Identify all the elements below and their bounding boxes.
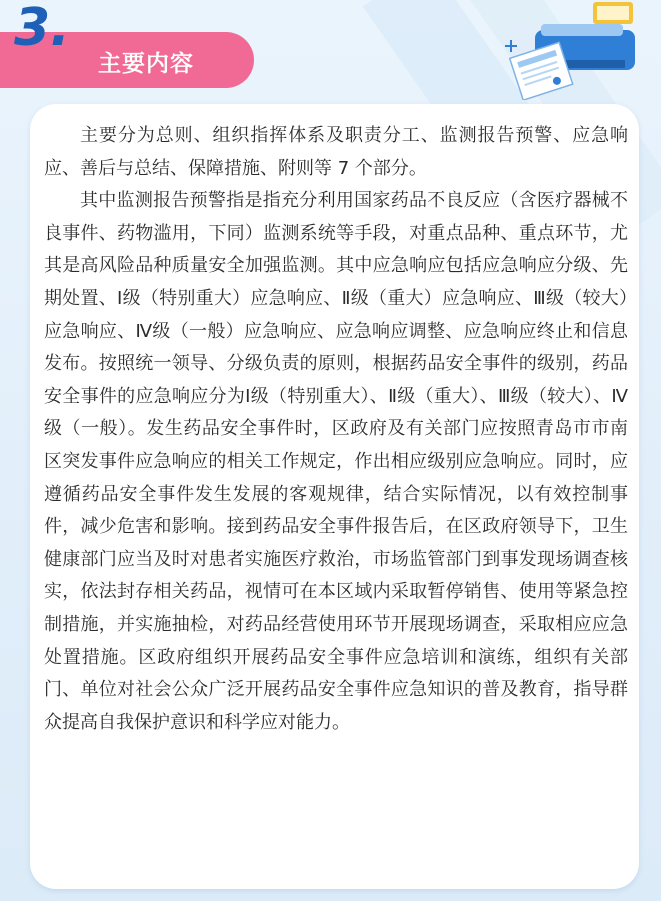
section-title: 主要内容 <box>98 51 194 77</box>
section-number: 3. <box>14 0 70 58</box>
paragraph-details: 其中监测报告预警指是指充分利用国家药品不良反应（含医疗器械不良事件、药物滥用，下同）监测系统等手段，对重点品种、重点环节，尤其是高风险品种质量安全加强监测。其中应急响应包括应急响应分级、先期处置、Ⅰ级（特别重大）应急响应、Ⅱ级（重大）应急响应、Ⅲ级（较大）应急响应、Ⅳ级（一般）应急响应、应急响应调整、应急响应终止和信息发布。按照统一领导、分级负责的原则，根据药品安全事件的级别，药品安全事件的应急响应分为Ⅰ级（特别重大）、Ⅱ级（重大）、Ⅲ级（较大）、Ⅳ级（一般）。发生药品安全事件时，区政府及有关部门应按照青岛市市南区突发事件应急响应的相关工作规定，作出相应级别应急响应。同时，应遵循药品安全事件发生发展的客观规律，结合实际情况，以有效控制事件，减少危害和影响。接到药品安全事件报告后，在区政府领导下，卫生健康部门应当及时对患者实施医疗救治，市场监管部门到事发现场调查核实，依法封存相关药品，视情可在本区域内采取暂停销售、使用等紧急控制措施，并实施抽检，对药品经营使用环节开展现场调查，采取相应应急处置措施。区政府组织开展药品安全事件应急培训和演练，组织有关部门、单位对社会公众广泛开展药品安全事件应急知识的普及教育，指导群众提高自我保护意识和科学应对能力。 <box>44 190 628 733</box>
paragraph-overview: 主要分为总则、组织指挥体系及职责分工、监测报告预警、应急响应、善后与总结、保障措施、附则等 7 个部分。 <box>44 125 628 179</box>
printer-certificate-icon <box>505 0 645 100</box>
content-body <box>44 120 628 739</box>
